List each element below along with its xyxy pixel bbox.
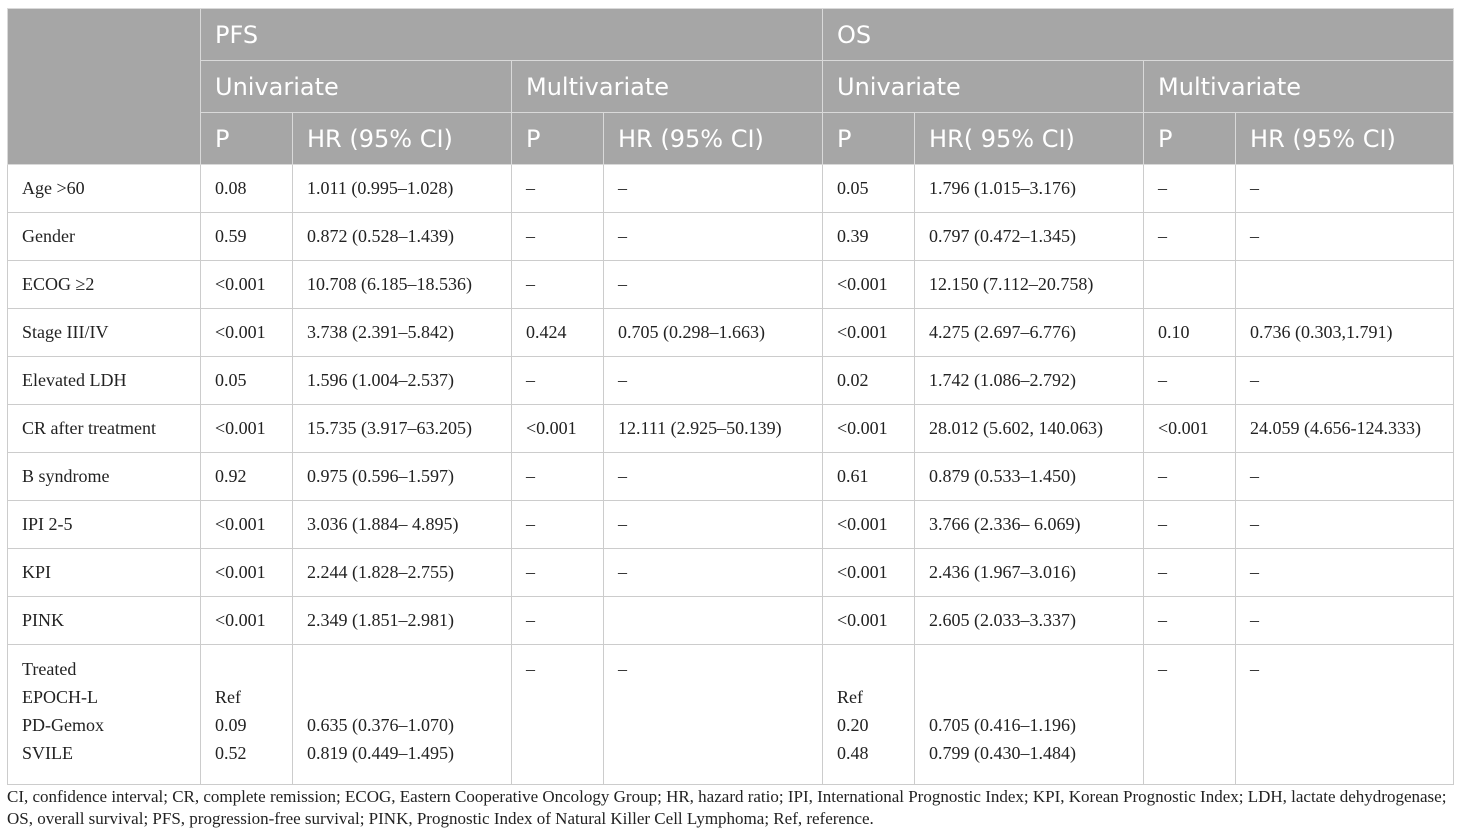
line: PD-Gemox [22, 715, 104, 735]
cell-pfs-uni-hr: 0.872 (0.528–1.439) [293, 213, 512, 261]
cell-pfs-uni-hr: 2.244 (1.828–2.755) [293, 549, 512, 597]
cell-os-multi-hr [1236, 261, 1454, 309]
cell-pfs-uni-p: <0.001 [201, 549, 293, 597]
cell-pfs-multi-hr: – [604, 357, 823, 405]
cell-os-multi-p: – [1144, 165, 1236, 213]
row-label-treated [8, 645, 201, 785]
cell-pfs-multi-p: – [512, 453, 604, 501]
cell-pfs-multi-hr: – [604, 549, 823, 597]
cell-os-uni-p: <0.001 [823, 501, 915, 549]
cell-os-uni-p: 0.39 [823, 213, 915, 261]
cell-os-uni-hr: 3.766 (2.336– 6.069) [915, 501, 1144, 549]
header-corner [8, 9, 201, 165]
cell-os-uni-hr: 28.012 (5.602, 140.063) [915, 405, 1144, 453]
cell-pfs-uni-hr: 2.349 (1.851–2.981) [293, 597, 512, 645]
cell-os-multi-hr [1236, 645, 1454, 785]
row-label: IPI 2-5 [8, 501, 201, 549]
cell-pfs-uni-p [201, 645, 293, 785]
row-label: Stage III/IV [8, 309, 201, 357]
header-os-univariate: Univariate [823, 61, 1144, 113]
cell-os-multi-p: <0.001 [1144, 405, 1236, 453]
line [929, 683, 1143, 711]
line: 0.09 [215, 715, 247, 735]
cell-os-multi-hr: – [1236, 165, 1454, 213]
cell-os-uni-hr: 1.742 (1.086–2.792) [915, 357, 1144, 405]
table-row [8, 549, 1454, 597]
cell-pfs-uni-p: <0.001 [201, 597, 293, 645]
cell-os-uni-p: <0.001 [823, 405, 915, 453]
header-p: P [201, 113, 293, 165]
line: 0.705 (0.416–1.196) [929, 715, 1077, 735]
cell-os-multi-hr: – [1236, 213, 1454, 261]
cell-pfs-uni-hr: 15.735 (3.917–63.205) [293, 405, 512, 453]
table-row [8, 261, 1454, 309]
cell-os-uni-hr: 2.436 (1.967–3.016) [915, 549, 1144, 597]
row-label: Age >60 [8, 165, 201, 213]
cell-os-multi-hr: – [1236, 357, 1454, 405]
cell-pfs-uni-p: <0.001 [201, 501, 293, 549]
line: SVILE [22, 743, 73, 763]
cell-pfs-multi-p [512, 645, 604, 785]
cell-os-uni-hr: 4.275 (2.697–6.776) [915, 309, 1144, 357]
cell-os-multi-p [1144, 645, 1236, 785]
cell-os-uni-p: 0.02 [823, 357, 915, 405]
cell-pfs-multi-hr: – [604, 453, 823, 501]
cell-os-uni-hr: 0.797 (0.472–1.345) [915, 213, 1144, 261]
cell-pfs-multi-p: – [512, 597, 604, 645]
header-row-1 [8, 9, 1454, 61]
cell-os-multi-hr: – [1236, 597, 1454, 645]
row-label: KPI [8, 549, 201, 597]
cell-os-multi-hr: 0.736 (0.303,1.791) [1236, 309, 1454, 357]
line: 0.20 [837, 715, 869, 735]
cell-os-uni-hr: 2.605 (2.033–3.337) [915, 597, 1144, 645]
cell-os-multi-p: – [1144, 453, 1236, 501]
header-p: P [1144, 113, 1236, 165]
table-row [8, 501, 1454, 549]
header-row-3 [8, 113, 1454, 165]
line: 0.819 (0.449–1.495) [307, 743, 454, 763]
table-row [8, 405, 1454, 453]
cell-pfs-multi-p: – [512, 165, 604, 213]
cell-pfs-uni-hr: 1.011 (0.995–1.028) [293, 165, 512, 213]
cell-pfs-multi-p: – [512, 501, 604, 549]
table-row [8, 213, 1454, 261]
cell-pfs-uni-p: 0.59 [201, 213, 293, 261]
line: – [526, 659, 535, 679]
line: – [1158, 659, 1168, 679]
cell-os-multi-p: – [1144, 501, 1236, 549]
cell-pfs-multi-p: – [512, 261, 604, 309]
cell-os-uni-p: <0.001 [823, 309, 915, 357]
cell-pfs-multi-hr: – [604, 501, 823, 549]
table-row [8, 597, 1454, 645]
cell-pfs-uni-hr: 0.975 (0.596–1.597) [293, 453, 512, 501]
cell-pfs-multi-hr: – [604, 261, 823, 309]
cell-os-multi-hr: – [1236, 453, 1454, 501]
cell-os-multi-p: – [1144, 213, 1236, 261]
row-label: Gender [8, 213, 201, 261]
row-label: PINK [8, 597, 201, 645]
cell-pfs-multi-hr: 0.705 (0.298–1.663) [604, 309, 823, 357]
cell-os-multi-p [1144, 261, 1236, 309]
table-row [8, 309, 1454, 357]
cell-os-uni-p: <0.001 [823, 549, 915, 597]
header-pfs-multivariate: Multivariate [512, 61, 823, 113]
row-label: ECOG ≥2 [8, 261, 201, 309]
line [837, 655, 914, 683]
cell-pfs-uni-p: 0.92 [201, 453, 293, 501]
line [307, 683, 511, 711]
cell-pfs-multi-hr [604, 597, 823, 645]
cell-pfs-multi-p: – [512, 213, 604, 261]
header-hr: HR( 95% CI) [915, 113, 1144, 165]
line: 0.48 [837, 743, 869, 763]
cell-os-multi-p: 0.10 [1144, 309, 1236, 357]
header-p: P [823, 113, 915, 165]
cell-pfs-uni-p: <0.001 [201, 309, 293, 357]
cell-pfs-multi-p: – [512, 357, 604, 405]
cell-os-uni-p [823, 645, 915, 785]
table-footnote: CI, confidence interval; CR, complete remission; ECOG, Eastern Cooperative Oncology Group; HR, hazard ratio; IPI, International Prognostic Index; KPI, Korean Prognostic Index; LDH, lactate dehydrogenase; OS, overall survival; PFS, progression-free survival; PINK, Prognostic Index of Natural Killer Cell Lymphoma; Ref, reference. [7, 787, 1447, 828]
row-label: CR after treatment [8, 405, 201, 453]
cell-os-multi-hr: – [1236, 501, 1454, 549]
cell-os-uni-p: 0.61 [823, 453, 915, 501]
header-pfs: PFS [201, 9, 823, 61]
cell-os-uni-hr: 0.879 (0.533–1.450) [915, 453, 1144, 501]
regression-table [7, 8, 1454, 785]
table-row-treated [8, 645, 1454, 785]
cell-os-multi-p: – [1144, 597, 1236, 645]
cell-os-uni-p: <0.001 [823, 261, 915, 309]
line: 0.52 [215, 743, 247, 763]
cell-pfs-multi-hr: – [604, 165, 823, 213]
line [929, 655, 1143, 683]
cell-pfs-uni-p: 0.08 [201, 165, 293, 213]
row-label: B syndrome [8, 453, 201, 501]
cell-pfs-uni-hr: 1.596 (1.004–2.537) [293, 357, 512, 405]
cell-pfs-multi-hr: – [604, 213, 823, 261]
row-label: Elevated LDH [8, 357, 201, 405]
table-container [7, 8, 1453, 785]
header-p: P [512, 113, 604, 165]
line: Ref [837, 687, 864, 707]
table-row [8, 453, 1454, 501]
table-row [8, 357, 1454, 405]
cell-pfs-uni-p: 0.05 [201, 357, 293, 405]
cell-pfs-uni-hr: 3.036 (1.884– 4.895) [293, 501, 512, 549]
cell-os-multi-hr: 24.059 (4.656-124.333) [1236, 405, 1454, 453]
line: EPOCH-L [22, 687, 98, 707]
cell-os-uni-hr [915, 645, 1144, 785]
cell-pfs-multi-hr: 12.111 (2.925–50.139) [604, 405, 823, 453]
header-pfs-univariate: Univariate [201, 61, 512, 113]
cell-pfs-multi-p: – [512, 549, 604, 597]
cell-os-uni-p: <0.001 [823, 597, 915, 645]
cell-os-uni-p: 0.05 [823, 165, 915, 213]
line: Ref [215, 687, 241, 707]
cell-pfs-multi-p: 0.424 [512, 309, 604, 357]
header-hr: HR (95% CI) [293, 113, 512, 165]
header-row-2 [8, 61, 1454, 113]
line: 0.799 (0.430–1.484) [929, 743, 1077, 763]
cell-os-uni-hr: 1.796 (1.015–3.176) [915, 165, 1144, 213]
cell-os-multi-p: – [1144, 549, 1236, 597]
header-os: OS [823, 9, 1454, 61]
line: – [1250, 659, 1260, 679]
cell-pfs-uni-p: <0.001 [201, 261, 293, 309]
cell-os-multi-p: – [1144, 357, 1236, 405]
cell-pfs-uni-p: <0.001 [201, 405, 293, 453]
cell-pfs-multi-hr [604, 645, 823, 785]
table-row [8, 165, 1454, 213]
table-body [8, 165, 1454, 785]
header-hr: HR (95% CI) [604, 113, 823, 165]
header-os-multivariate: Multivariate [1144, 61, 1454, 113]
cell-pfs-uni-hr: 10.708 (6.185–18.536) [293, 261, 512, 309]
cell-os-uni-hr: 12.150 (7.112–20.758) [915, 261, 1144, 309]
cell-pfs-uni-hr: 3.738 (2.391–5.842) [293, 309, 512, 357]
line: – [618, 659, 627, 679]
line [307, 655, 511, 683]
table-header [8, 9, 1454, 165]
header-hr: HR (95% CI) [1236, 113, 1454, 165]
line: Treated [22, 659, 77, 679]
line [215, 655, 292, 683]
line: 0.635 (0.376–1.070) [307, 715, 454, 735]
cell-pfs-multi-p: <0.001 [512, 405, 604, 453]
cell-pfs-uni-hr [293, 645, 512, 785]
cell-os-multi-hr: – [1236, 549, 1454, 597]
